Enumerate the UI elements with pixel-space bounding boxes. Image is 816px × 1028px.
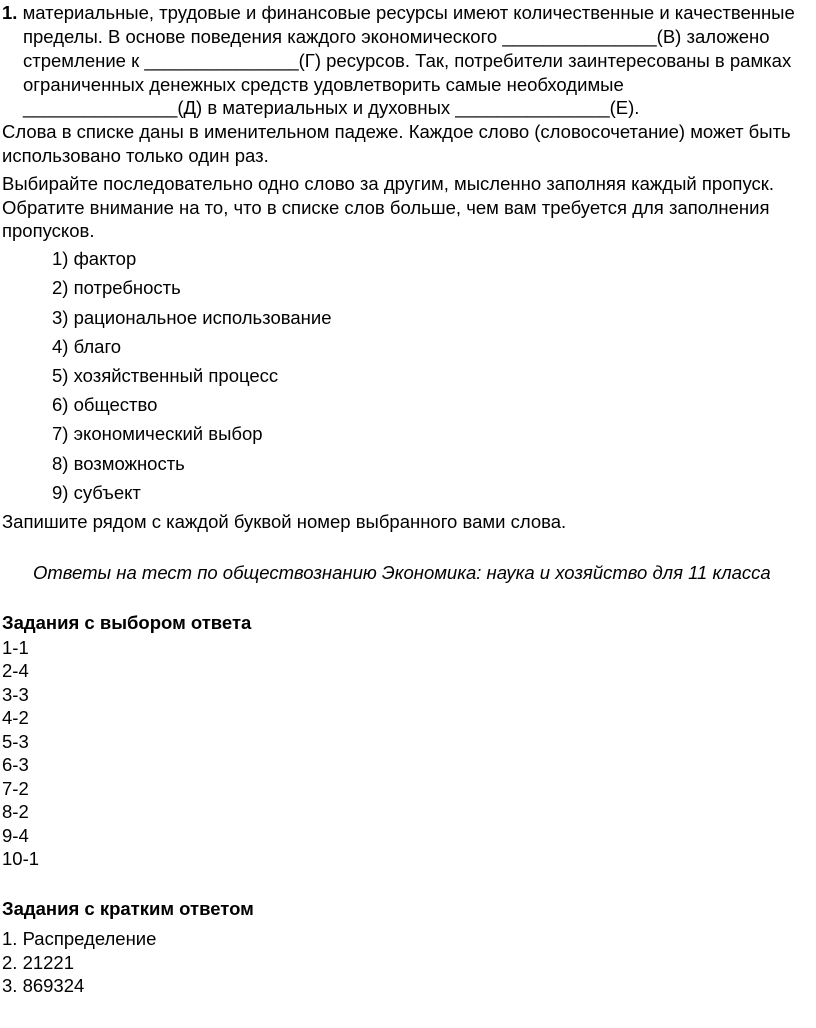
answer-item: 1. Распределение	[2, 928, 157, 949]
option-item: 9) субъект	[52, 482, 141, 503]
section-heading-short: Задания с кратким ответом	[2, 898, 254, 919]
question-text-line: пределы. В основе поведения каждого экономического _______________(В) заложено	[23, 26, 770, 47]
question-text-line: стремление к _______________(Г) ресурсов. Так, потребители заинтересованы в рамках	[23, 50, 792, 71]
question-text-line: материальные, трудовые и финансовые ресурсы имеют количественные и качественные	[22, 2, 795, 23]
answer-item: 5-3	[2, 731, 29, 752]
question-text-line: ограниченных денежных средств удовлетворить самые необходимые	[23, 74, 624, 95]
answer-item: 8-2	[2, 801, 29, 822]
option-item: 1) фактор	[52, 248, 137, 269]
answer-item: 2-4	[2, 660, 29, 681]
option-item: 4) благо	[52, 336, 122, 357]
question-first-line	[2, 1, 795, 25]
instruction-line: пропусков.	[2, 220, 95, 241]
answer-item: 4-2	[2, 707, 29, 728]
instruction-line: Выбирайте последовательно одно слово за другим, мысленно заполняя каждый пропуск.	[2, 173, 774, 194]
option-item: 3) рациональное использование	[52, 307, 332, 328]
option-item: 6) общество	[52, 394, 158, 415]
option-item: 5) хозяйственный процесс	[52, 365, 279, 386]
answer-item: 10-1	[2, 848, 40, 869]
answer-item: 2. 21221	[2, 952, 75, 973]
answer-item: 3-3	[2, 684, 29, 705]
answer-item: 6-3	[2, 754, 29, 775]
answer-item: 1-1	[2, 637, 29, 658]
option-item: 8) возможность	[52, 453, 185, 474]
answer-item: 7-2	[2, 778, 29, 799]
instruction-line: Обратите внимание на то, что в списке слов больше, чем вам требуется для заполнения	[2, 197, 770, 218]
instruction-line: использовано только один раз.	[2, 145, 269, 166]
answer-item: 9-4	[2, 825, 29, 846]
option-item: 2) потребность	[52, 277, 181, 298]
section-heading-choice: Задания с выбором ответа	[2, 612, 252, 633]
option-item: 7) экономический выбор	[52, 423, 263, 444]
question-text-line: _______________(Д) в материальных и духовных _______________(Е).	[23, 97, 640, 118]
answers-title: Ответы на тест по обществознанию Экономика: наука и хозяйство для 11 класса	[33, 562, 771, 583]
write-instruction: Запишите рядом с каждой буквой номер выбранного вами слова.	[2, 511, 567, 532]
question-number: 1.	[2, 2, 18, 23]
answer-item: 3. 869324	[2, 975, 85, 996]
instruction-line: Слова в списке даны в именительном падеже. Каждое слово (словосочетание) может быть	[2, 121, 791, 142]
